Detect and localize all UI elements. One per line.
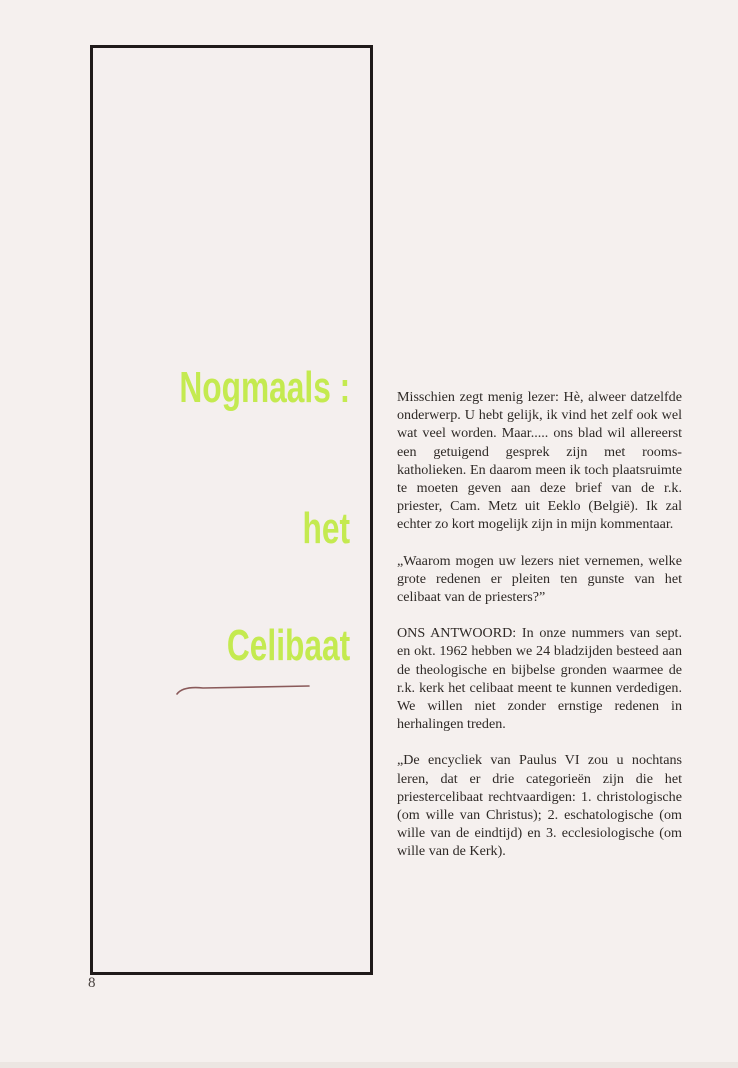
article-paragraph-4: „De encycliek van Paulus VI zou u nochtans leren, dat er drie categorieën zijn die het priestercelibaat rechtvaardigen: 1. christologische (om wille van Christus); 2. eschatologische (om wille van de eindtijd) en 3. ecclesiologische (om wille van de Kerk). — [397, 752, 682, 860]
title-line-nogmaals: Nogmaals : — [179, 363, 350, 412]
title-underline-swash — [173, 680, 313, 698]
article-body — [397, 388, 682, 861]
title-box — [90, 45, 373, 975]
title-line-celibaat: Celibaat — [226, 621, 350, 670]
title-line-het: het — [302, 504, 350, 553]
article-paragraph-2: „Waarom mogen uw lezers niet vernemen, welke grote redenen er pleiten ten gunste van het celibaat van de priesters?” — [397, 552, 682, 606]
article-paragraph-3: ONS ANTWOORD: In onze nummers van sept. en okt. 1962 hebben we 24 bladzijden besteed aan de theologische en bijbelse gronden waarmee de r.k. kerk het celibaat meent te kunnen verdedigen. We willen niet zonder ernstige redenen in herhalingen treden. — [397, 625, 682, 733]
page-bottom-edge — [0, 1062, 738, 1068]
article-paragraph-1: Misschien zegt menig lezer: Hè, alweer datzelfde onderwerp. U hebt gelijk, ik vind het zelf ook wel wat veel worden. Maar..... ons blad wil allereerst een getuigend gesprek zijn met rooms-katholieken. En daarom meen ik toch plaatsruimte te moeten geven aan deze brief van de r.k. priester, Cam. Metz uit Eeklo (België). Ik zal echter zo kort mogelijk zijn in mijn kommentaar. — [397, 389, 682, 533]
page-number: 8 — [88, 975, 96, 991]
